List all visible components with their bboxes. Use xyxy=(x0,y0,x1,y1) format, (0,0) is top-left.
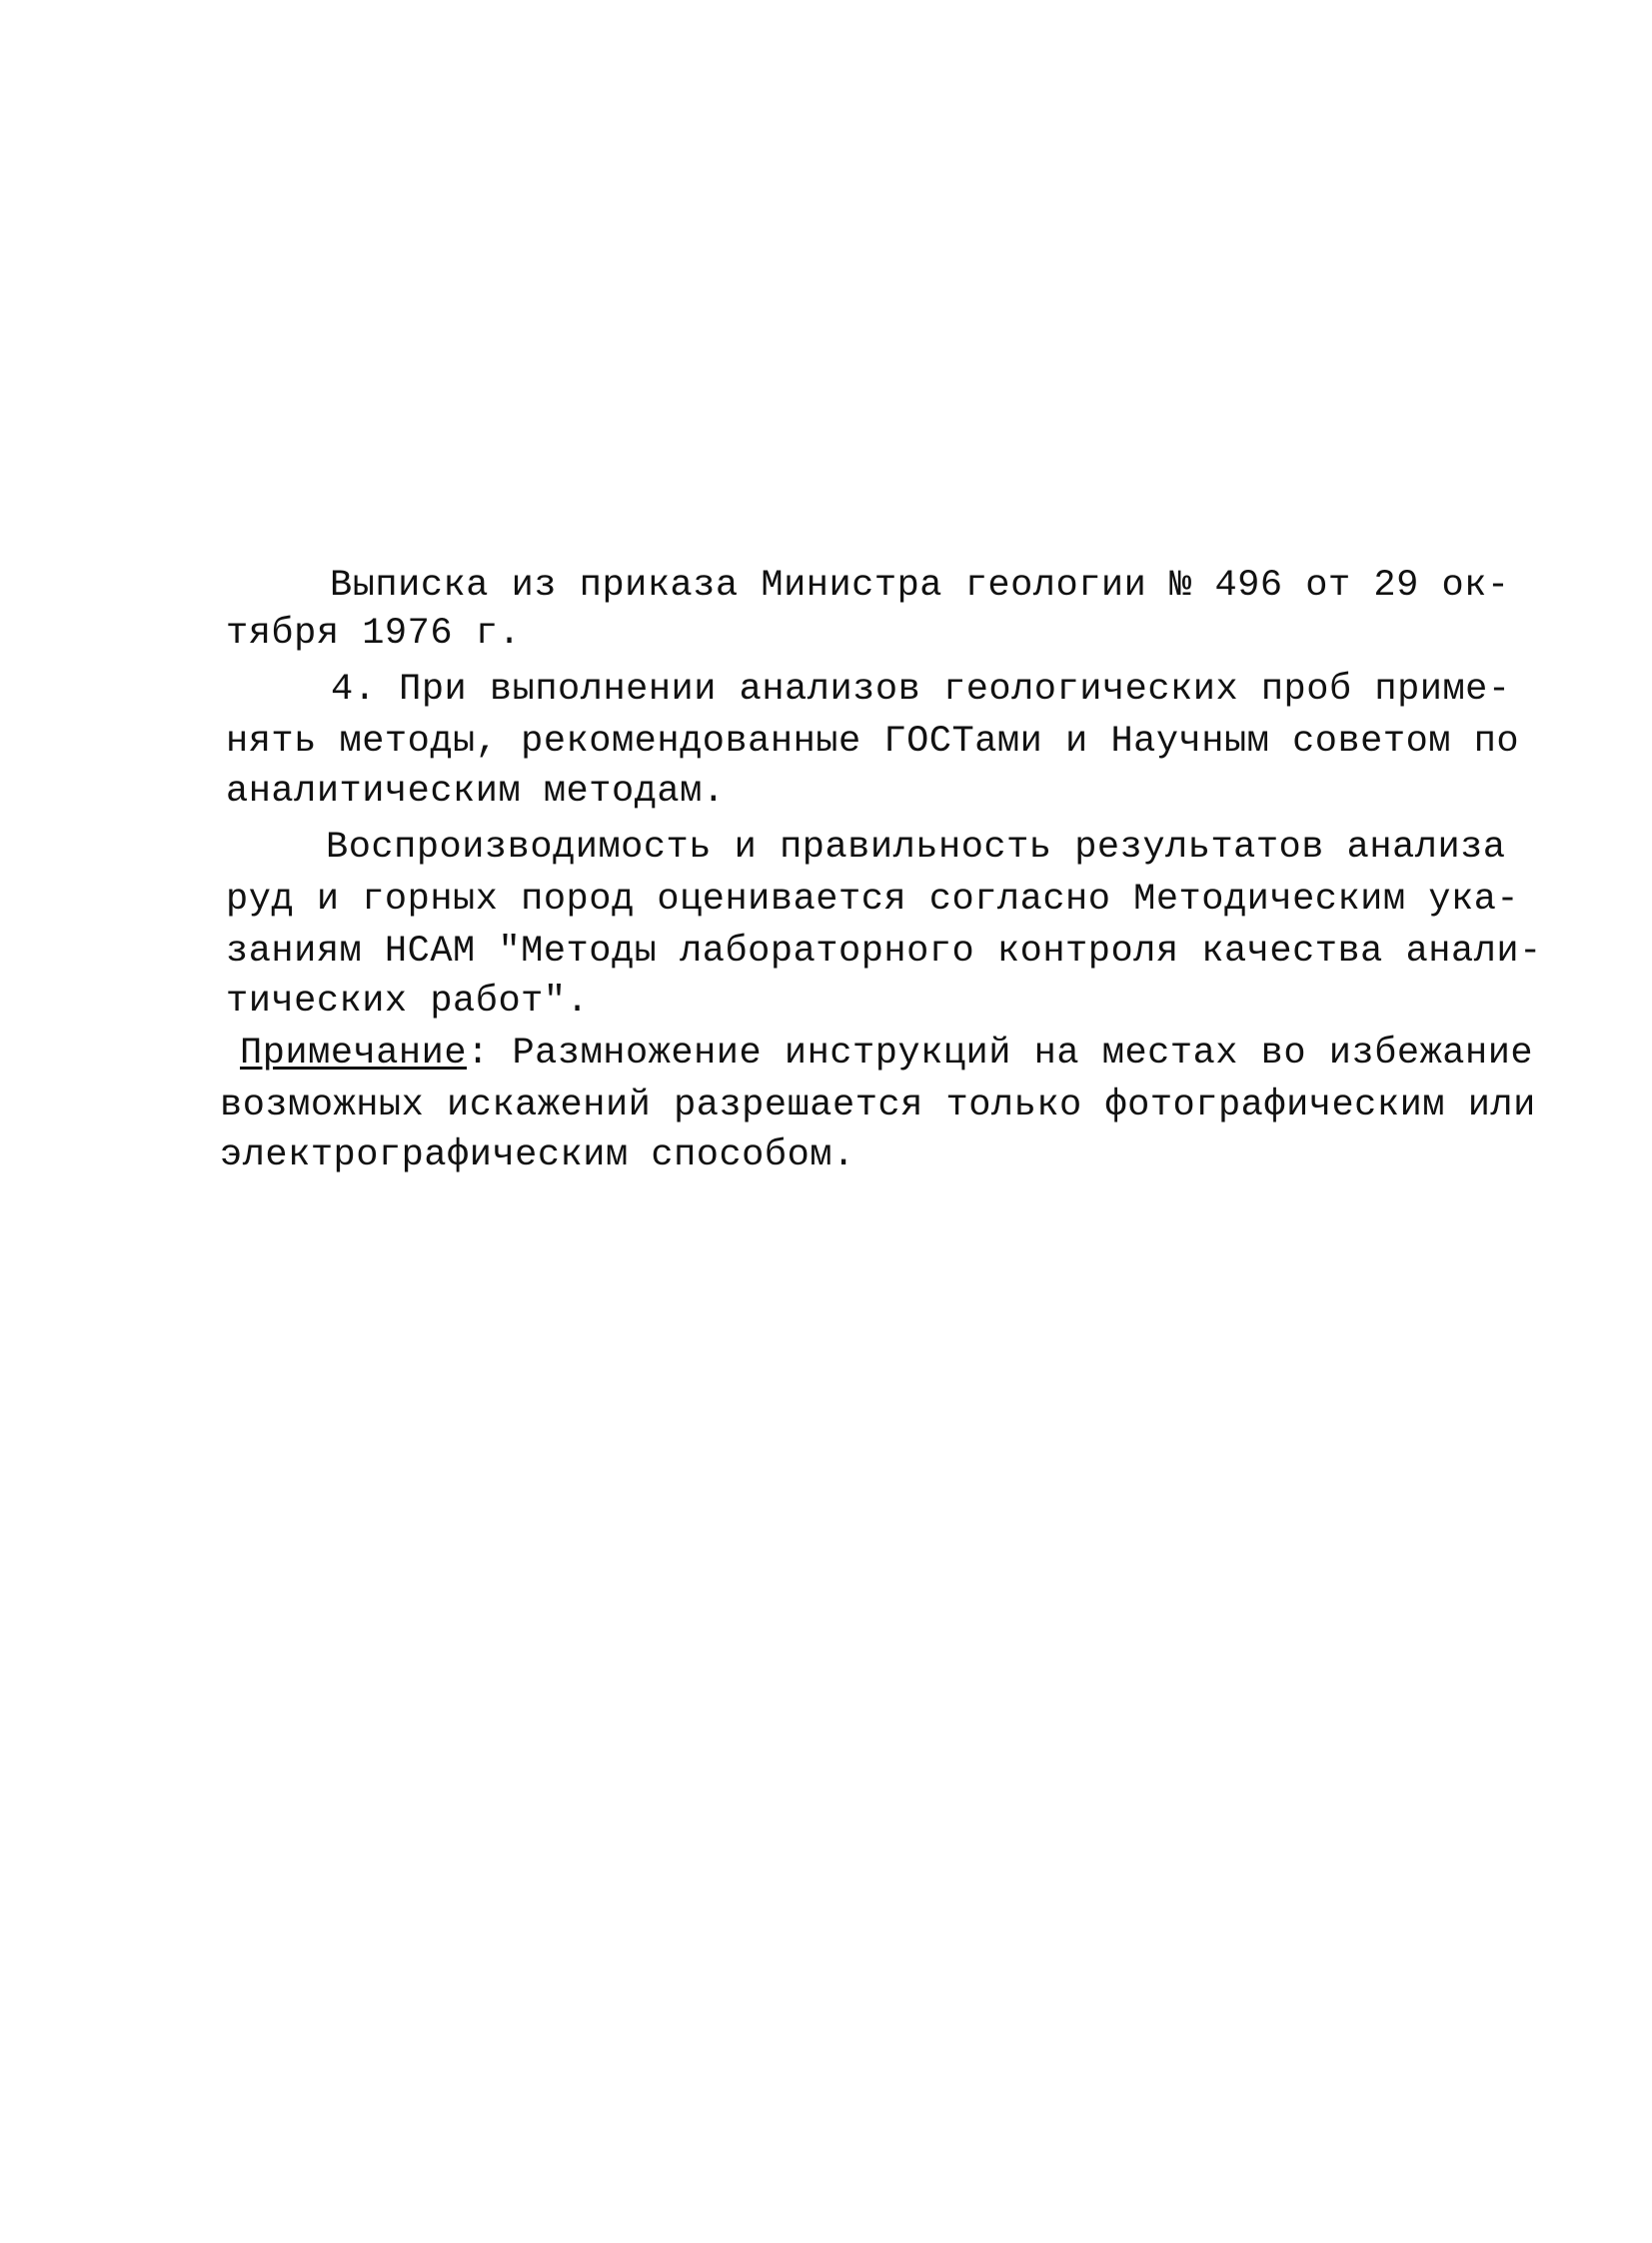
reproducibility-line-2: руд и горных пород оценивается согласно Методическим ука- xyxy=(226,879,1520,921)
extract-line-1: Выписка из приказа Министра геологии № 496 от 29 ок- xyxy=(330,565,1510,607)
reproducibility-line-4: тических работ". xyxy=(226,981,590,1023)
extract-line-2: тября 1976 г. xyxy=(226,613,522,655)
item-4-line-1: 4. При выполнении анализов геологических проб приме- xyxy=(331,669,1511,711)
note-line-1 xyxy=(240,1032,1533,1076)
item-4-line-2: нять методы, рекомендованные ГОСТами и Научным советом по xyxy=(226,721,1520,763)
reproducibility-line-3: заниям НСАМ "Методы лабораторного контроля качества анали- xyxy=(226,931,1542,973)
reproducibility-line-1: Воспроизводимость и правильность результатов анализа xyxy=(326,827,1506,869)
note-line-1-text: : Размножение инструкций на местах во избежание xyxy=(467,1033,1534,1075)
note-line-3: электрографическим способом. xyxy=(220,1134,855,1176)
note-label: Примечание xyxy=(240,1033,468,1075)
item-4-line-3: аналитическим методам. xyxy=(226,771,726,813)
note-line-2: возможных искажений разрешается только фотографическим или xyxy=(220,1085,1536,1126)
